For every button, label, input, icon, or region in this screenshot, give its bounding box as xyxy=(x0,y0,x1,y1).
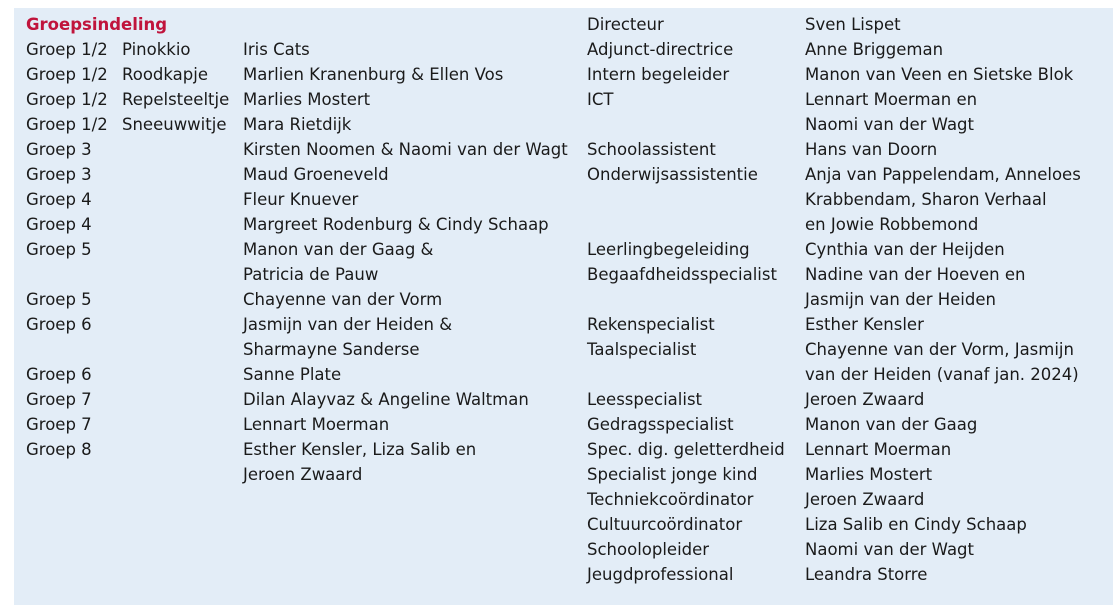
staff-person: en Jowie Robbemond xyxy=(805,215,979,234)
staff-person: van der Heiden (vanaf jan. 2024) xyxy=(805,365,1079,384)
group-label: Groep 7 xyxy=(26,390,92,409)
staff-role: Adjunct-directrice xyxy=(587,40,734,59)
role-column xyxy=(587,12,785,587)
person-column xyxy=(805,12,1081,587)
staff-role: ICT xyxy=(587,90,614,109)
staff-person: Manon van Veen en Sietske Blok xyxy=(805,65,1074,84)
staff-role: Spec. dig. geletterdheid xyxy=(587,440,785,459)
teacher-name: Kirsten Noomen & Naomi van der Wagt xyxy=(243,140,568,159)
staff-person: Manon van der Gaag xyxy=(805,415,978,434)
staff-person: Krabbendam, Sharon Verhaal xyxy=(805,190,1047,209)
teacher-name: Sharmayne Sanderse xyxy=(243,340,420,359)
teacher-name: Maud Groeneveld xyxy=(243,165,389,184)
staff-person: Anja van Pappelendam, Anneloes xyxy=(805,165,1081,184)
staff-role: Leerlingbegeleiding xyxy=(587,240,750,259)
staff-person: Chayenne van der Vorm, Jasmijn xyxy=(805,340,1074,359)
staff-role: Specialist jonge kind xyxy=(587,465,758,484)
teacher-name: Patricia de Pauw xyxy=(243,265,379,284)
teacher-column xyxy=(243,12,568,487)
teacher-name: Chayenne van der Vorm xyxy=(243,290,443,309)
group-label: Groep 1/2 xyxy=(26,65,108,84)
group-label: Groep 5 xyxy=(26,290,92,309)
group-label: Groep 1/2 xyxy=(26,90,108,109)
staff-role: Intern begeleider xyxy=(587,65,730,84)
group-label: Groep 5 xyxy=(26,240,92,259)
staff-role: Leesspecialist xyxy=(587,390,703,409)
teacher-name: Fleur Knuever xyxy=(243,190,359,209)
staff-person: Naomi van der Wagt xyxy=(805,115,974,134)
staff-role: Techniekcoördinator xyxy=(587,490,754,509)
group-name-column xyxy=(122,12,229,487)
staff-person: Jeroen Zwaard xyxy=(805,390,925,409)
group-name: Roodkapje xyxy=(122,65,208,84)
staff-role: Taalspecialist xyxy=(587,340,697,359)
staff-role: Schoolopleider xyxy=(587,540,710,559)
staff-person: Hans van Doorn xyxy=(805,140,938,159)
section-title: Groepsindeling xyxy=(26,15,168,34)
staff-person: Liza Salib en Cindy Schaap xyxy=(805,515,1027,534)
staff-role: Schoolassistent xyxy=(587,140,716,159)
staff-person: Nadine van der Hoeven en xyxy=(805,265,1026,284)
staff-person: Cynthia van der Heijden xyxy=(805,240,1005,259)
teacher-name: Sanne Plate xyxy=(243,365,342,384)
teacher-name: Margreet Rodenburg & Cindy Schaap xyxy=(243,215,549,234)
staff-role: Jeugdprofessional xyxy=(587,565,734,584)
staff-person: Naomi van der Wagt xyxy=(805,540,974,559)
teacher-name: Jeroen Zwaard xyxy=(243,465,363,484)
group-name: Repelsteeltje xyxy=(122,90,230,109)
staff-role: Onderwijsassistentie xyxy=(587,165,758,184)
staff-role: Cultuurcoördinator xyxy=(587,515,743,534)
teacher-name: Lennart Moerman xyxy=(243,415,390,434)
staff-person: Anne Briggeman xyxy=(805,40,944,59)
group-name: Pinokkio xyxy=(122,40,191,59)
staff-person: Lennart Moerman xyxy=(805,440,952,459)
teacher-name: Manon van der Gaag & xyxy=(243,240,434,259)
group-label: Groep 4 xyxy=(26,215,92,234)
group-label: Groep 6 xyxy=(26,315,92,334)
teacher-name: Mara Rietdijk xyxy=(243,115,352,134)
group-label: Groep 3 xyxy=(26,165,92,184)
group-label: Groep 8 xyxy=(26,440,92,459)
teacher-name: Esther Kensler, Liza Salib en xyxy=(243,440,477,459)
staff-person: Sven Lispet xyxy=(805,15,901,34)
teacher-name: Iris Cats xyxy=(243,40,310,59)
staff-role: Rekenspecialist xyxy=(587,315,715,334)
teacher-name: Dilan Alayvaz & Angeline Waltman xyxy=(243,390,529,409)
group-label: Groep 7 xyxy=(26,415,92,434)
staff-role: Directeur xyxy=(587,15,664,34)
staff-person: Marlies Mostert xyxy=(805,465,933,484)
teacher-name: Marlien Kranenburg & Ellen Vos xyxy=(243,65,504,84)
teacher-name: Marlies Mostert xyxy=(243,90,371,109)
staff-person: Esther Kensler xyxy=(805,315,924,334)
staff-role: Gedragsspecialist xyxy=(587,415,734,434)
staff-person: Leandra Storre xyxy=(805,565,928,584)
group-label: Groep 1/2 xyxy=(26,115,108,134)
staff-role: Begaafdheidsspecialist xyxy=(587,265,777,284)
staff-person: Jasmijn van der Heiden xyxy=(805,290,996,309)
group-label: Groep 3 xyxy=(26,140,92,159)
group-name: Sneeuwwitje xyxy=(122,115,227,134)
staff-person: Lennart Moerman en xyxy=(805,90,978,109)
group-label: Groep 6 xyxy=(26,365,92,384)
teacher-name: Jasmijn van der Heiden & xyxy=(243,315,453,334)
group-label: Groep 1/2 xyxy=(26,40,108,59)
staff-person: Jeroen Zwaard xyxy=(805,490,925,509)
groepsindeling-panel xyxy=(14,8,1113,605)
group-label: Groep 4 xyxy=(26,190,92,209)
